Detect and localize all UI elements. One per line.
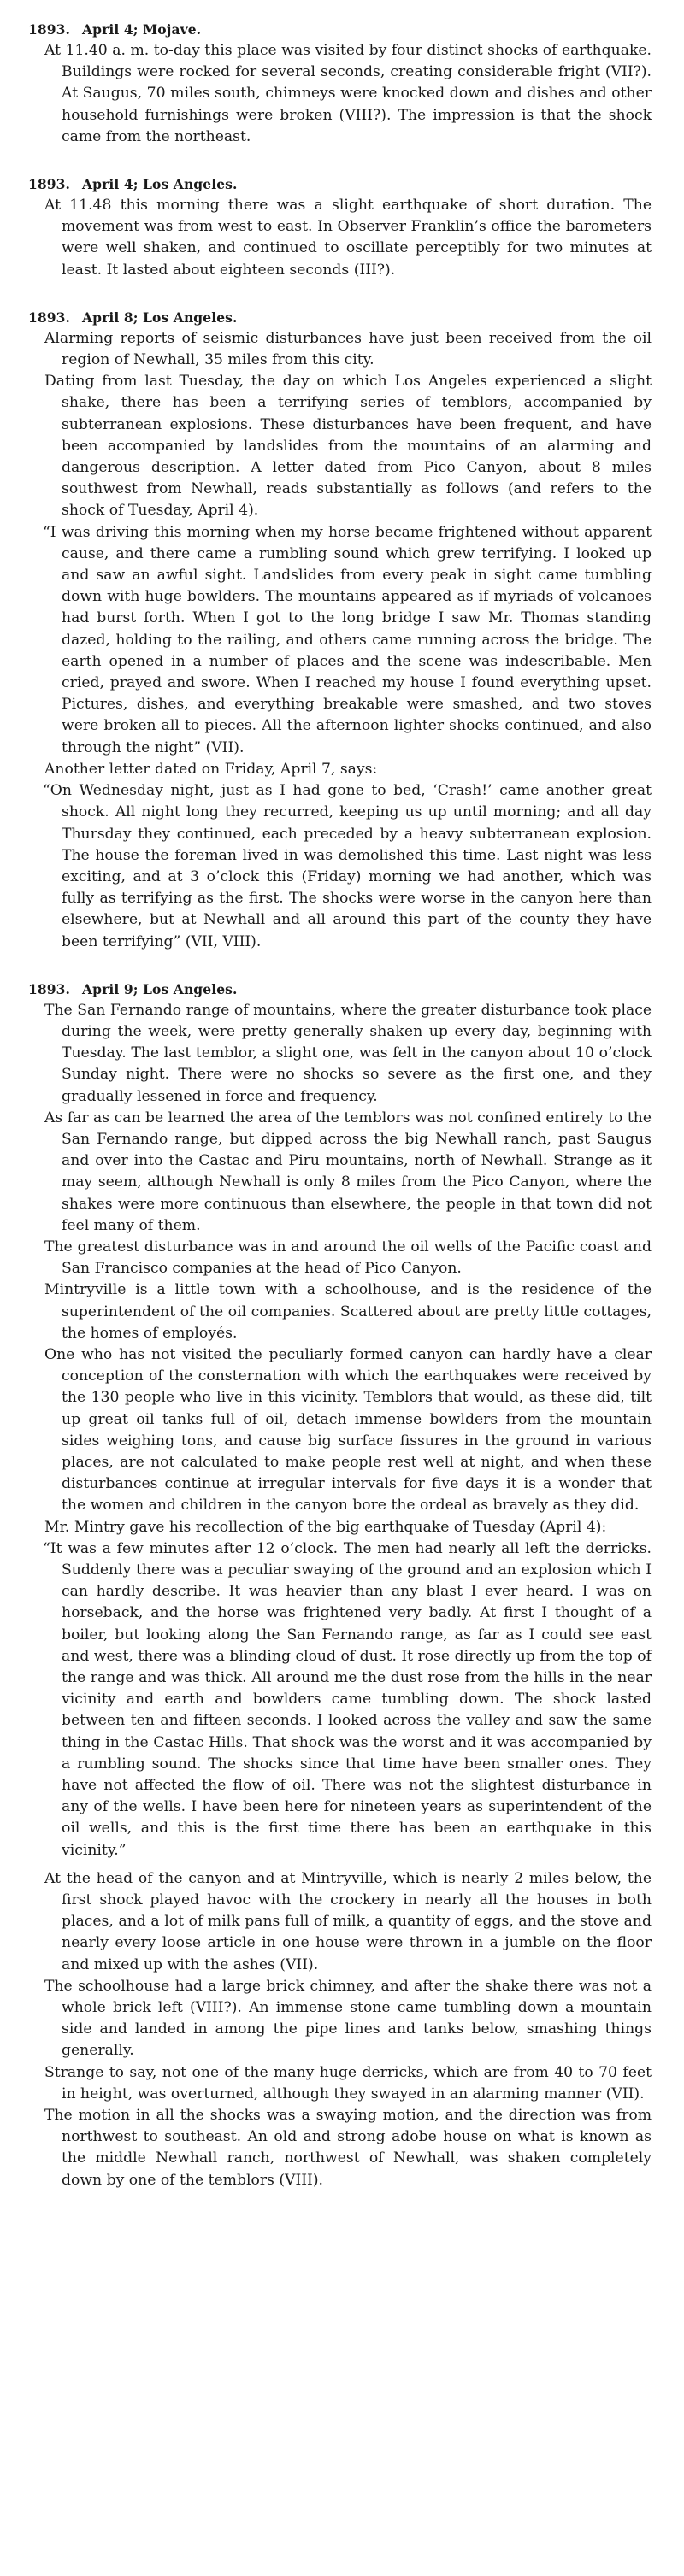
entry-los-angeles-april-9 [28,979,652,2191]
entry-year: 1893. [28,21,71,38]
quoted-letter: “I was driving this morning when my horse became frightened without apparent cause, and there came a rumbling sound which grew terrifying. I looked up and saw an awful sight. Landslides from every peak in sight came tumbling down with huge bowlders. The mountains appeared as if myriads of volcanoes had burst forth. When I got to the long bridge I saw Mr. Thomas standing dazed, holding to the railing, and others came running across the bridge. The earth opened in a number of places and the scene was indescribable. Men cried, prayed and swore. When I reached my house I found everything upset. Pictures, dishes, and everything breakable were smashed, and two stoves were broken all to pieces. All the afternoon lighter shocks continued, and also through the night” (VII). [43,523,652,756]
entry-year: 1893. [28,980,71,997]
entry-heading [28,173,652,195]
entry-los-angeles-april-8 [28,307,652,953]
entry-date-place: April 4; Los Angeles. [82,176,238,193]
entry-paragraph: Dating from last Tuesday, the day on which Los Angeles experienced a slight shake, there has been a terrifying series of temblors, accompanied by subterranean explosions. These disturbances have been frequent, and have been accompanied by landslides from the mountains of an alarming and dangerous description. A letter dated from Pico Canyon, about 8 miles southwest from Newhall, reads substantially as follows (and refers to the shock of Tuesday, April 4). [44,373,652,520]
entry-paragraph: Alarming reports of seismic disturbances have just been received from the oil region of Newhall, 35 miles from this city. [44,329,652,369]
entry-paragraph: Another letter dated on Friday, April 7, says: [44,760,378,778]
entry-paragraph: At the head of the canyon and at Mintryville, which is nearly 2 miles below, the first shock played havoc with the crockery in nearly all the houses in both places, and a lot of milk pans full of milk, a quantity of eggs, and the stove and nearly every loose article in one house were thrown in a jumble on the floor and mixed up with the ashes (VII). [44,1869,652,1973]
entry-paragraph: Mintryville is a little town with a schoolhouse, and is the residence of the superintendent of the oil companies. Scattered about are pretty little cottages, the homes of employés. [44,1281,652,1342]
entry-paragraph: The motion in all the shocks was a swaying motion, and the direction was from northwest to southeast. An old and strong adobe house on what is known as the middle Newhall ranch, northwest of Newhall, was shaken completely down by one of the temblors (VIII). [44,2107,652,2189]
entry-paragraph: The greatest disturbance was in and around the oil wells of the Pacific coast and San Francisco companies at the head of Pico Canyon. [44,1238,652,1278]
entry-year: 1893. [28,176,71,193]
entry-heading [28,19,652,40]
entry-heading [28,307,652,328]
entry-heading [28,979,652,1000]
entry-date-place: April 4; Mojave. [82,21,202,38]
entry-date-place: April 9; Los Angeles. [82,980,238,997]
entry-mojave-april-4 [28,19,652,148]
entry-paragraph: At 11.40 a. m. to-day this place was visited by four distinct shocks of earthquake. Buildings were rocked for several seconds, creating considerable fright (VII?). At Saugus, 70 miles south, chimneys were knocked down and dishes and other household furnishings were broken (VIII?). The impression is that the shock came from the northeast. [44,42,652,145]
entry-paragraph: The schoolhouse had a large brick chimney, and after the shake there was not a whole brick left (VIII?). An immense stone came tumbling down a mountain side and landed in among the pipe lines and tanks below, smashing things generally. [44,1977,652,2060]
quoted-letter: “On Wednesday night, just as I had gone to bed, ‘Crash!’ came another great shock. All night long they recurred, keeping us up until morning; and all day Thursday they continued, each preceded by a heavy subterranean explosion. The house the foreman lived in was demolished this time. Last night was less exciting, and at 3 o’clock this (Friday) morning we had another, which was fully as terrifying as the first. The shocks were worse in the canyon here than elsewhere, but at Newhall and all around this part of the county they have been terrifying” (VII, VIII). [43,782,652,950]
entry-paragraph: One who has not visited the peculiarly formed canyon can hardly have a clear conception of the consternation with which the earthquakes were received by the 130 people who live in this vicinity. Temblors that would, as these did, tilt up great oil tanks full of oil, detach immense bowlders from the mountain sides weighing tons, and cause big surface fissures in the ground in various places, are not calculated to make people rest well at night, and when these disturbances continue at irregular intervals for five days it is a wonder that the women and children in the canyon bore the ordeal as bravely as they did. [44,1345,652,1514]
entry-paragraph: As far as can be learned the area of the temblors was not confined entirely to the San Fernando range, but dipped across the big Newhall ranch, past Saugus and over into the Castac and Piru mountains, north of Newhall. Strange as it may seem, although Newhall is only 8 miles from the Pico Canyon, where the shakes were more continuous than elsewhere, the people in that town did not feel many of them. [44,1109,652,1234]
entry-paragraph: Strange to say, not one of the many huge derricks, which are from 40 to 70 feet in height, was overturned, although they swayed in an alarming manner (VII). [44,2063,652,2103]
quoted-recollection: “It was a few minutes after 12 o’clock. The men had nearly all left the derricks. Suddenly there was a peculiar swaying of the ground and an explosion which I can hardly describe. It was heavier than any blast I ever heard. I was on horseback, and the horse was frightened very badly. At first I thought of a boiler, but looking along the San Fernando range, as far as I could see east and west, there was a blinding cloud of dust. It rose directly up from the top of the range and was thick. All around me the dust rose from the hills in the near vicinity and earth and bowlders came tumbling down. The shock lasted between ten and fifteen seconds. I looked across the valley and saw the same thing in the Castac Hills. That shock was the worst and it was accompanied by a rumbling sound. The shocks since that time have been smaller ones. They have not affected the flow of oil. There was not the slightest disturbance in any of the wells. I have been here for nineteen years as superintendent of the oil wells, and this is the first time there has been an earthquake in this vicinity.” [43,1539,652,1859]
entry-los-angeles-april-4 [28,173,652,281]
entry-year: 1893. [28,309,71,326]
entry-date-place: April 8; Los Angeles. [82,309,238,326]
entry-paragraph: Mr. Mintry gave his recollection of the big earthquake of Tuesday (April 4): [44,1518,607,1536]
entry-paragraph: At 11.48 this morning there was a slight earthquake of short duration. The movement was from west to east. In Observer Franklin’s office the barometers were well shaken, and continued to oscillate perceptibly for two minutes at least. It lasted about eighteen seconds (III?). [44,197,652,279]
entry-paragraph: The San Fernando range of mountains, where the greater disturbance took place during the week, were pretty generally shaken up every day, beginning with Tuesday. The last temblor, a slight one, was felt in the canyon about 10 o’clock Sunday night. There were no shocks so severe as the first one, and they gradually lessened in force and frequency. [44,1001,652,1105]
